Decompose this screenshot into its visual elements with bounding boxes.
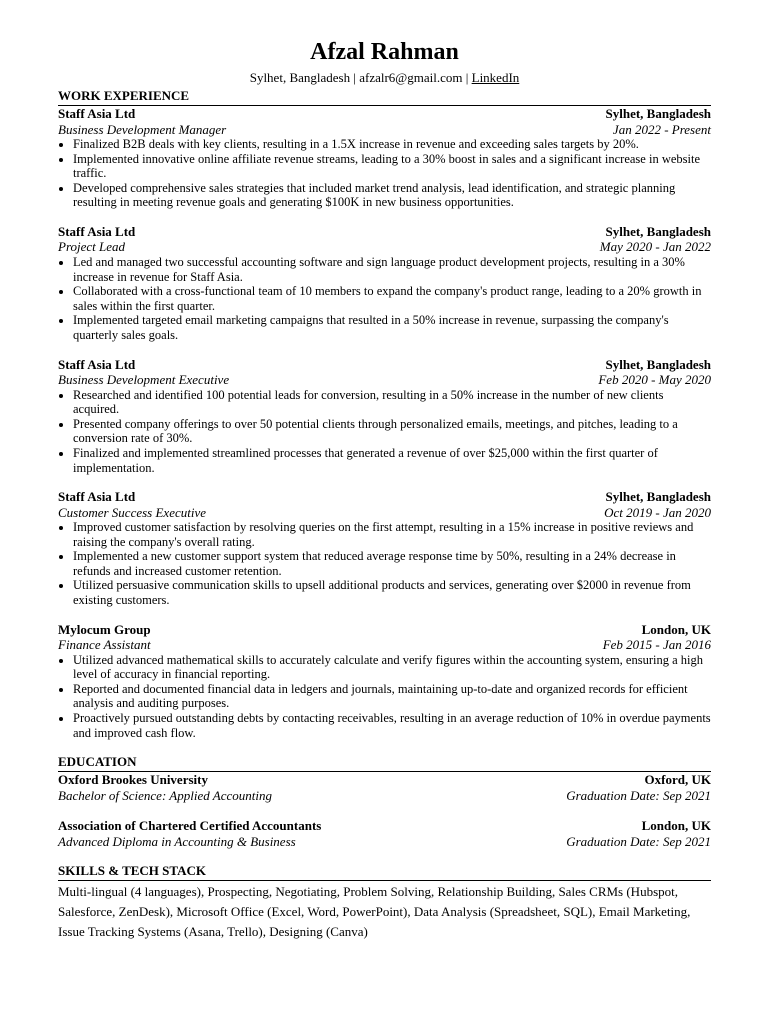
work-experience-section — [58, 88, 711, 740]
job-bullets — [58, 255, 711, 343]
job-bullet: • Utilized advanced mathematical skills to accurately calculate and verify figures within the accounting system, ensuring a high level of accuracy in financial reporting. — [73, 653, 711, 682]
job-bullets — [58, 388, 711, 476]
job-company: Staff Asia Ltd — [58, 223, 136, 239]
job-company: Staff Asia Ltd — [58, 356, 136, 372]
job-entry — [58, 622, 711, 741]
education-location: London, UK — [641, 818, 711, 834]
job-location: Sylhet, Bangladesh — [605, 106, 711, 121]
job-bullet: • Presented company offerings to over 50 potential clients through personalized emails, meetings, and pitches, leading to a conversion rate of 30%. — [73, 417, 711, 446]
job-location: Sylhet, Bangladesh — [605, 223, 711, 239]
linkedin-link[interactable]: LinkedIn — [471, 70, 520, 85]
job-bullets — [58, 137, 711, 210]
job-bullet: • Led and managed two successful accounting software and sign language product development projects, resulting in a 30% increase in revenue for Staff Asia. — [73, 255, 711, 284]
job-role: Business Development Manager — [58, 121, 227, 137]
contact-email: afzalr6@gmail.com — [359, 70, 463, 85]
job-bullet: • Implemented innovative online affiliate revenue streams, leading to a 30% boost in sales and a significant increase in website traffic. — [73, 152, 711, 181]
contact-location: Sylhet, Bangladesh — [249, 70, 351, 85]
section-title-skills: SKILLS & TECH STACK — [58, 863, 711, 881]
education-degree: Advanced Diploma in Accounting & Business — [58, 833, 296, 849]
education-degree: Bachelor of Science: Applied Accounting — [58, 787, 272, 803]
job-bullet: • Proactively pursued outstanding debts by contacting receivables, resulting in an average reduction of 10% in overdue payments and improved cash flow. — [73, 711, 711, 740]
job-dates: Feb 2020 - May 2020 — [598, 372, 711, 388]
job-dates: Oct 2019 - Jan 2020 — [604, 504, 711, 520]
education-entry — [58, 818, 711, 849]
section-title-education: EDUCATION — [58, 754, 711, 772]
job-bullet: • Researched and identified 100 potential leads for conversion, resulting in a 50% increase in the number of new clients acquired. — [73, 388, 711, 417]
job-entry — [58, 489, 711, 608]
job-entry — [58, 357, 711, 476]
job-bullet: • Developed comprehensive sales strategies that included market trend analysis, lead identification, and strategic planning resulting in meeting revenue goals and generating $100K in new business opportunities. — [73, 181, 711, 210]
job-dates: May 2020 - Jan 2022 — [599, 239, 711, 255]
candidate-name: Afzal Rahman — [310, 39, 459, 65]
job-company: Staff Asia Ltd — [58, 489, 136, 505]
education-entry — [58, 772, 711, 803]
job-bullet: • Finalized B2B deals with key clients, resulting in a 1.5X increase in revenue and exceeding sales targets by 20%. — [73, 137, 711, 152]
job-dates: Feb 2015 - Jan 2016 — [602, 637, 711, 653]
job-role: Customer Success Executive — [58, 504, 207, 520]
job-role: Project Lead — [58, 239, 126, 255]
job-company: Staff Asia Ltd — [58, 106, 136, 121]
education-section — [58, 754, 711, 849]
job-bullet: • Reported and documented financial data in ledgers and journals, maintaining up-to-date and organized records for efficient analysis and auditing purposes. — [73, 682, 711, 711]
job-bullet: • Implemented targeted email marketing campaigns that resulted in a 50% increase in revenue, surpassing the company's quarterly sales goals. — [73, 313, 711, 342]
job-role: Business Development Executive — [58, 372, 230, 388]
contact-separator: | — [353, 70, 356, 85]
skills-text: Multi-lingual (4 languages), Prospecting, Negotiating, Problem Solving, Relationship Building, Sales CRMs (Hubspot, Salesforce, ZenDesk), Microsoft Office (Excel, Word, PowerPoint), Data Analysis (Spreadsheet, SQL), Email Marketing, Issue Tracking Systems (Asana, Trello), Designing (Canva) — [58, 884, 691, 940]
section-title-work: WORK EXPERIENCE — [58, 88, 711, 106]
job-entry — [58, 224, 711, 343]
job-entry — [58, 106, 711, 210]
job-bullet: • Collaborated with a cross-functional team of 10 members to expand the company's product range, leading to a 20% growth in sales within the first quarter. — [73, 284, 711, 313]
job-location: Sylhet, Bangladesh — [605, 356, 711, 372]
education-date: Graduation Date: Sep 2021 — [566, 833, 711, 849]
contact-separator: | — [465, 70, 469, 85]
skills-section — [58, 863, 711, 942]
resume-page — [58, 38, 711, 942]
job-company: Mylocum Group — [58, 621, 151, 637]
education-institution: Association of Chartered Certified Accountants — [58, 818, 322, 834]
job-dates: Jan 2022 - Present — [612, 121, 711, 137]
job-location: London, UK — [641, 621, 711, 637]
education-institution: Oxford Brookes University — [58, 772, 208, 788]
job-bullet: • Utilized persuasive communication skills to upsell additional products and services, generating over $2000 in revenue from existing customers. — [73, 578, 711, 607]
education-date: Graduation Date: Sep 2021 — [566, 787, 711, 803]
education-location: Oxford, UK — [644, 772, 711, 788]
job-location: Sylhet, Bangladesh — [605, 489, 711, 505]
job-role: Finance Assistant — [58, 637, 151, 653]
job-bullet: • Finalized and implemented streamlined processes that generated a revenue of over $25,000 within the first quarter of implementation. — [73, 446, 711, 475]
job-bullets — [58, 653, 711, 741]
job-bullet: • Improved customer satisfaction by resolving queries on the first attempt, resulting in a 15% increase in positive reviews and raising the company's overall rating. — [73, 520, 711, 549]
contact-line — [58, 69, 711, 86]
job-bullets — [58, 520, 711, 608]
job-bullet: • Implemented a new customer support system that reduced average response time by 50%, resulting in a 24% decrease in refunds and increased customer retention. — [73, 549, 711, 578]
